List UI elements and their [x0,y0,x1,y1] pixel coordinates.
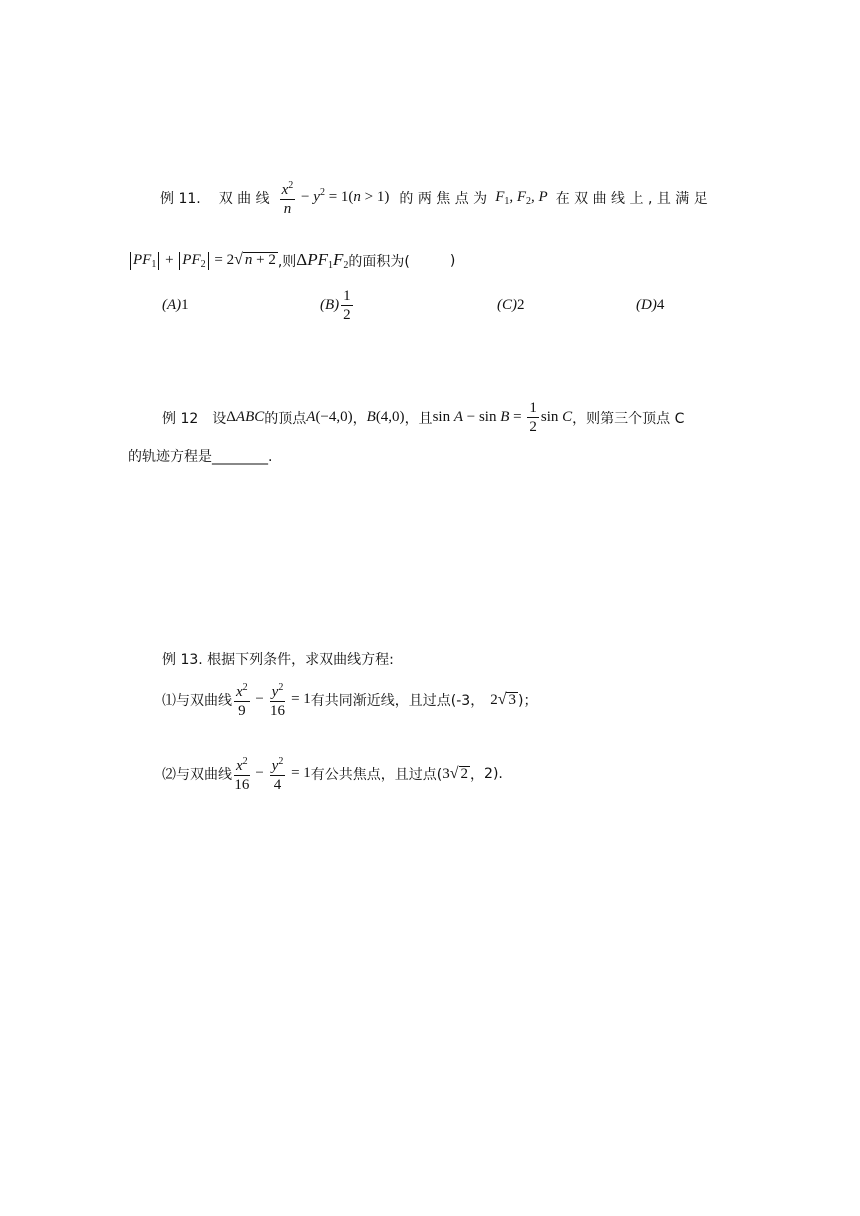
example-12-line-1 [162,400,684,435]
option-d [636,297,664,314]
option-value: 1 [181,297,189,313]
option-letter: (D) [636,297,657,313]
example-11-label: 例 11. [160,190,201,207]
hyperbola-equation-1: $\frac{x^2}{9}$ − $\frac{y^2}{16}$ = 1 [236,682,311,719]
example-11-line-1 [160,178,708,217]
example-11-text: 的 两 焦 点 为 [399,190,488,207]
example-12-text: ， [352,410,367,427]
example-12-label: 例 12 [162,410,199,427]
example-12-text: 设 [212,410,227,427]
option-c [497,297,525,314]
point-a: A(−4,0) [306,409,353,425]
triangle-symbol: $\Delta PF_1F_2$ [296,250,349,271]
triangle-abc: ΔABC [226,409,265,425]
option-b [320,288,355,323]
example-12-line-2: 的轨迹方程是________. [128,449,273,465]
part-1-text: ⑴与双曲线 [162,692,232,709]
option-value: 2 [343,307,351,323]
part-2-text: 2). [484,765,503,782]
example-13-part-1 [162,680,537,719]
point-b: B(4,0) [366,409,405,425]
example-11-text: 双 曲 线 [218,190,270,207]
part-1-text: )； [517,692,538,709]
example-11-line-2 [128,250,455,271]
distance-sum-equation: $PF_1 + PF_2 = 2√$ n + 2 [128,251,278,270]
part-1-text: 有共同渐近线，且过点(-3， [310,692,485,709]
part-2-text: 有公共焦点，且过点( [310,766,443,783]
option-a [162,297,189,314]
example-11-text: 在 双 曲 线 上 , 且 满 足 [555,190,708,207]
hyperbola-equation-2: $\frac{x^2}{16}$ − $\frac{y^2}{4}$ = 1 [234,756,311,793]
option-value: 2 [517,297,525,313]
foci-symbols: $F_1$, $F_2$, P [495,188,548,207]
part-2-text: ， [470,766,485,783]
example-13-label: 例 13. 根据下列条件，求双曲线方程: [162,652,394,668]
option-letter: (B) [320,297,340,313]
sine-equation: sin A − sin B = $\frac{1}{2}$ sin C [432,400,573,435]
coordinate-value: 3√ 2 [442,764,469,782]
option-value: 4 [656,297,665,313]
example-12-text: ，则第三个顶点 C [572,410,685,427]
coordinate-value: 2√ 3 [490,690,516,708]
example-12-text: ，且 [404,410,433,427]
hyperbola-equation: $\frac{x^2}{n}$ − $y^2 = 1(n > 1)$ [281,180,390,217]
option-letter: (C) [497,297,517,313]
example-11-text: ) [449,252,456,269]
example-12-text: 的顶点 [264,410,307,427]
option-value: 1 [343,288,351,304]
example-11-text: ,则 [277,253,297,270]
option-letter: (A) [162,297,182,313]
example-13-part-2 [162,754,503,793]
example-11-text: 的面积为( [348,253,410,270]
part-2-text: ⑵与双曲线 [162,766,232,783]
